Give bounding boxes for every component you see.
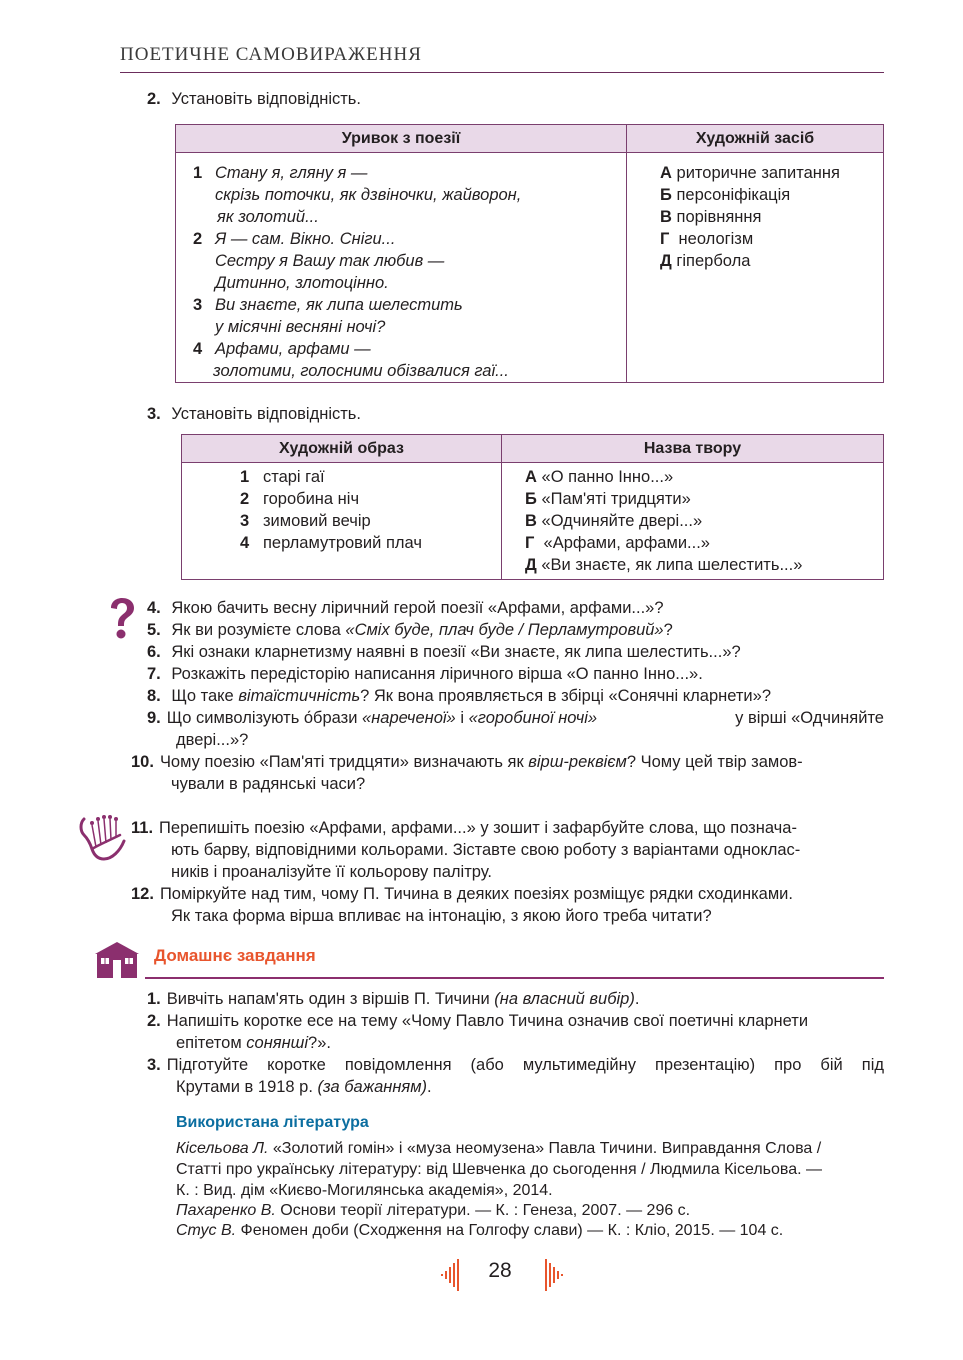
task3-number: 3.: [147, 405, 161, 423]
task3-item-1: 1 старі гаї: [240, 468, 325, 486]
task2-item-2-line3: Дитинно, злотоцінно.: [215, 274, 389, 292]
task3-heading: [147, 403, 361, 425]
task2-left-cell: [176, 153, 627, 383]
task2-item-3-line1: Ви знаєте, як липа шелестить: [215, 296, 463, 314]
task2-col1-header: Уривок з поезії: [176, 125, 627, 153]
task2-option-b: Б персоніфікація: [660, 186, 791, 204]
homework-rule: [145, 977, 884, 979]
task2-item-1-line2: скрізь поточки, як дзвіночки, жайворон,: [215, 186, 522, 204]
question-5: 5. Як ви розумієте слова «Сміх буде, плач буде / Перламутровий»?: [147, 621, 673, 639]
literature-title: Використана література: [176, 1114, 369, 1131]
task2-item-4-line2: золотими, голосними обізвалися гаї...: [213, 362, 509, 380]
task2-item-2-line1: Я — сам. Вікно. Сніги...: [215, 230, 396, 248]
task3-option-b: Б «Пам'яті тридцяти»: [525, 490, 691, 508]
task3-instruction: Установіть відповідність.: [171, 405, 361, 423]
question-9-line1: 9. Що символізують о́брази «нареченої» і «горобиної ночі»: [147, 709, 598, 727]
task3-item-3: 3 зимовий вечір: [240, 512, 371, 530]
question-7: 7. Розкажіть передісторію написання ліричного вірша «О панно Інно...».: [147, 665, 703, 683]
homework-item-3: 3. Підготуйте коротке повідомлення (або мультимедійну презентацію) про бій під Крутами в 1918 р. (за бажанням).: [147, 1056, 884, 1096]
task2-col2-header: Художній засіб: [627, 125, 884, 153]
literature-ref-3: Стус В. Феномен доби (Сходження на Голгофу слави) — К. : Кліо, 2015. — 104 с.: [176, 1222, 784, 1239]
task2-right-cell: [627, 153, 884, 383]
homework-title: Домашнє завдання: [154, 946, 316, 965]
homework-item-2: 2. Напишіть коротке есе на тему «Чому Павло Тичина означив свої поетичні кларнети епітетом сонянші?».: [147, 1012, 809, 1052]
literature-ref-2: Пахаренко В. Основи теорії літератури. — К. : Генеза, 2007. — 296 с.: [176, 1202, 691, 1219]
task2-option-e: Д гіпербола: [660, 252, 751, 270]
task3-option-c: В «Одчиняйте двері...»: [525, 512, 703, 530]
question-6: 6. Які ознаки кларнетизму наявні в поезії «Ви знаєте, як липа шелестить...»?: [147, 643, 741, 661]
task3-item-2: 2 горобина ніч: [240, 490, 360, 508]
question-9-line2: двері...»?: [176, 731, 249, 749]
task3-option-d: Г «Арфами, арфами...»: [525, 534, 710, 552]
question-9: 9. Що символізують о́брази «нареченої» і «горобиної ночі» у вірші «Одчиняйте двері...»?: [147, 709, 884, 749]
question-11: 11. Перепишіть поезію «Арфами, арфами...» у зошит і зафарбуйте слова, що познача- ють барву, відповідними кольорами. Зіставте свою роботу з варіантами одноклас- ників і проаналізуйте її кольорову палітру.: [131, 819, 801, 881]
task2-table: [175, 124, 884, 383]
header-rule: [120, 72, 884, 73]
house-icon: [93, 940, 141, 978]
question-8: 8. Що таке вітаїстичність? Як вона проявляється в збірці «Сонячні кларнети»?: [147, 687, 771, 705]
task2-heading: [147, 88, 361, 110]
page-arrow-right-icon: [542, 1257, 564, 1293]
task2-item-2-line2: Сестру я Вашу так любив —: [215, 252, 445, 270]
task2-item-2: 2: [193, 230, 203, 248]
page-arrow-left-icon: [440, 1257, 462, 1293]
question-4: 4. Якою бачить весну ліричний герой поезії «Арфами, арфами...»?: [147, 599, 664, 617]
question-12: 12. Поміркуйте над тим, чому П. Тичина в деяких поезіях розміщує рядки сходинками. Як така форма вірша впливає на інтонацію, з якою його треба читати?: [131, 885, 793, 925]
task3-option-a: А «О панно Інно...»: [525, 468, 674, 486]
task3-option-e: Д «Ви знаєте, як липа шелестить...»: [525, 556, 803, 574]
literature-ref-1: Кісельова Л. «Золотий гомін» і «муза неомузена» Павла Тичини. Виправдання Слова /: [176, 1140, 822, 1157]
task2-instruction: Установіть відповідність.: [171, 90, 361, 108]
task2-item-1-line3: як золотий...: [217, 208, 319, 226]
task3-left-cell: [182, 463, 502, 580]
homework-item-1: 1. Вивчіть напам'ять один з віршів П. Тичини (на власний вибір).: [147, 990, 640, 1008]
page-number: 28: [488, 1259, 512, 1282]
task3-table: [181, 434, 884, 580]
task2-item-3-line2: у місячні весняні ночі?: [215, 318, 386, 336]
task2-option-d: Г неологізм: [660, 230, 754, 248]
task3-col1-header: Художній образ: [182, 435, 502, 463]
task2-item-1-line1: Стану я, гляну я —: [215, 164, 368, 182]
task3-right-cell: [502, 463, 884, 580]
task3-col2-header: Назва твору: [502, 435, 884, 463]
task2-item-1: 1: [193, 164, 203, 182]
task2-option-a: А риторичне запитання: [660, 164, 840, 182]
task2-item-3: 3: [193, 296, 203, 314]
task3-item-4: 4 перламутровий плач: [240, 534, 422, 552]
question-mark-icon: [108, 598, 136, 640]
task2-item-4: 4: [193, 340, 203, 358]
literature-ref-1-cont: Статті про українську літературу: від Шевченка до сьогодення / Людмила Кісельова. —: [176, 1161, 822, 1178]
question-10: 10. Чому поезію «Пам'яті тридцяти» визначають як вірш-реквієм? Чому цей твір замов- чували в радянські часи?: [131, 753, 803, 793]
question-10-line2: чували в радянські часи?: [171, 775, 366, 793]
running-header: ПОЕТИЧНЕ САМОВИРАЖЕННЯ: [120, 44, 422, 65]
lyre-icon: [78, 813, 128, 865]
task2-item-4-line1: Арфами, арфами —: [215, 340, 371, 358]
task2-option-c: В порівняння: [660, 208, 762, 226]
literature-ref-1-cont2: К. : Вид. дім «Києво-Могилянська академія», 2014.: [176, 1182, 553, 1199]
task2-number: 2.: [147, 90, 161, 108]
